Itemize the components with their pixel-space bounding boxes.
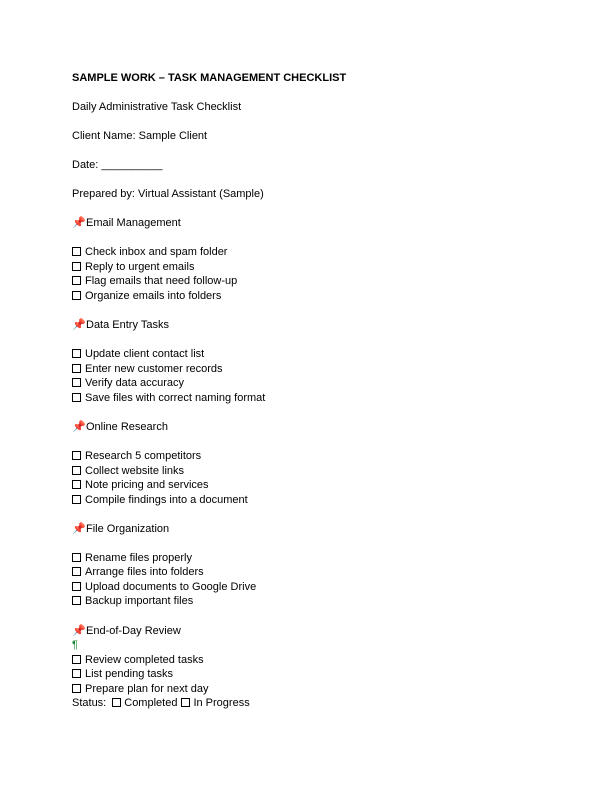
document-subtitle: Daily Administrative Task Checklist xyxy=(72,101,242,113)
status-checkbox-in-progress[interactable] xyxy=(181,698,190,707)
pilcrow-mark: ¶ xyxy=(72,639,78,651)
checkbox[interactable] xyxy=(72,669,81,678)
section-heading-email xyxy=(72,216,181,230)
section-heading-files xyxy=(72,522,169,536)
checklist-item[interactable] xyxy=(72,245,227,259)
checklist-item-label: Check inbox and spam folder xyxy=(85,246,228,258)
checklist-item-label: Backup important files xyxy=(85,595,194,607)
checkbox[interactable] xyxy=(72,480,81,489)
status-line xyxy=(72,696,250,710)
checkbox[interactable] xyxy=(72,393,81,402)
checklist-item-label: Flag emails that need follow-up xyxy=(85,275,238,287)
section-heading-data-entry xyxy=(72,318,169,332)
section-heading-label: Email Management xyxy=(86,217,181,229)
checklist-item-label: Enter new customer records xyxy=(85,363,223,375)
checklist-item-label: Compile findings into a document xyxy=(85,494,248,506)
checklist-item-label: Arrange files into folders xyxy=(85,566,204,578)
checklist-item[interactable] xyxy=(72,362,223,376)
checklist-item-label: Research 5 competitors xyxy=(85,450,202,462)
checkbox[interactable] xyxy=(72,291,81,300)
checklist-item[interactable] xyxy=(72,682,209,696)
checkbox[interactable] xyxy=(72,349,81,358)
section-heading-review xyxy=(72,624,181,638)
checkbox[interactable] xyxy=(72,364,81,373)
status-option-completed: Completed xyxy=(124,697,178,709)
section-heading-label: Online Research xyxy=(86,421,168,433)
checklist-item[interactable] xyxy=(72,464,184,478)
checklist-item-label: List pending tasks xyxy=(85,668,174,680)
prepared-by: Prepared by: Virtual Assistant (Sample) xyxy=(72,188,264,200)
pushpin-icon: 📌 xyxy=(72,421,86,433)
status-checkbox-completed[interactable] xyxy=(112,698,121,707)
status-label: Status: xyxy=(72,697,107,709)
status-option-in-progress: In Progress xyxy=(193,697,250,709)
checklist-item[interactable] xyxy=(72,580,256,594)
checklist-item-label: Save files with correct naming format xyxy=(85,392,266,404)
checkbox[interactable] xyxy=(72,247,81,256)
checklist-item[interactable] xyxy=(72,551,192,565)
checklist-item[interactable] xyxy=(72,449,201,463)
checklist-item-label: Prepare plan for next day xyxy=(85,683,209,695)
checklist-item-label: Upload documents to Google Drive xyxy=(85,581,257,593)
checklist-item[interactable] xyxy=(72,274,237,288)
checkbox[interactable] xyxy=(72,582,81,591)
checkbox[interactable] xyxy=(72,567,81,576)
checklist-item[interactable] xyxy=(72,565,204,579)
section-heading-research xyxy=(72,420,168,434)
checklist-item[interactable] xyxy=(72,493,248,507)
checkbox[interactable] xyxy=(72,451,81,460)
document-title: SAMPLE WORK – TASK MANAGEMENT CHECKLIST xyxy=(72,72,347,84)
pushpin-icon: 📌 xyxy=(72,217,86,229)
checkbox[interactable] xyxy=(72,466,81,475)
checklist-item-label: Organize emails into folders xyxy=(85,290,222,302)
checkbox[interactable] xyxy=(72,262,81,271)
checkbox[interactable] xyxy=(72,553,81,562)
checklist-item-label: Update client contact list xyxy=(85,348,205,360)
client-name: Client Name: Sample Client xyxy=(72,130,208,142)
checklist-item-label: Collect website links xyxy=(85,465,185,477)
pushpin-icon: 📌 xyxy=(72,523,86,535)
checkbox[interactable] xyxy=(72,378,81,387)
checklist-item[interactable] xyxy=(72,347,204,361)
checklist-item-label: Review completed tasks xyxy=(85,654,204,666)
checklist-item[interactable] xyxy=(72,594,193,608)
pushpin-icon: 📌 xyxy=(72,319,86,331)
checkbox[interactable] xyxy=(72,495,81,504)
section-heading-label: File Organization xyxy=(86,523,170,535)
checklist-item[interactable] xyxy=(72,260,194,274)
checklist-item[interactable] xyxy=(72,478,209,492)
date-line: Date: __________ xyxy=(72,159,163,171)
pushpin-icon: 📌 xyxy=(72,625,86,637)
section-heading-label: End-of-Day Review xyxy=(86,625,181,637)
checkbox[interactable] xyxy=(72,276,81,285)
checklist-item[interactable] xyxy=(72,289,221,303)
checklist-item-label: Reply to urgent emails xyxy=(85,261,195,273)
checkbox[interactable] xyxy=(72,684,81,693)
checklist-item[interactable] xyxy=(72,376,184,390)
checklist-item[interactable] xyxy=(72,667,173,681)
checklist-item-label: Verify data accuracy xyxy=(85,377,185,389)
section-heading-label: Data Entry Tasks xyxy=(86,319,169,331)
checklist-item-label: Note pricing and services xyxy=(85,479,209,491)
checklist-item[interactable] xyxy=(72,653,204,667)
checklist-item[interactable] xyxy=(72,391,265,405)
checkbox[interactable] xyxy=(72,655,81,664)
checklist-item-label: Rename files properly xyxy=(85,552,192,564)
checkbox[interactable] xyxy=(72,596,81,605)
